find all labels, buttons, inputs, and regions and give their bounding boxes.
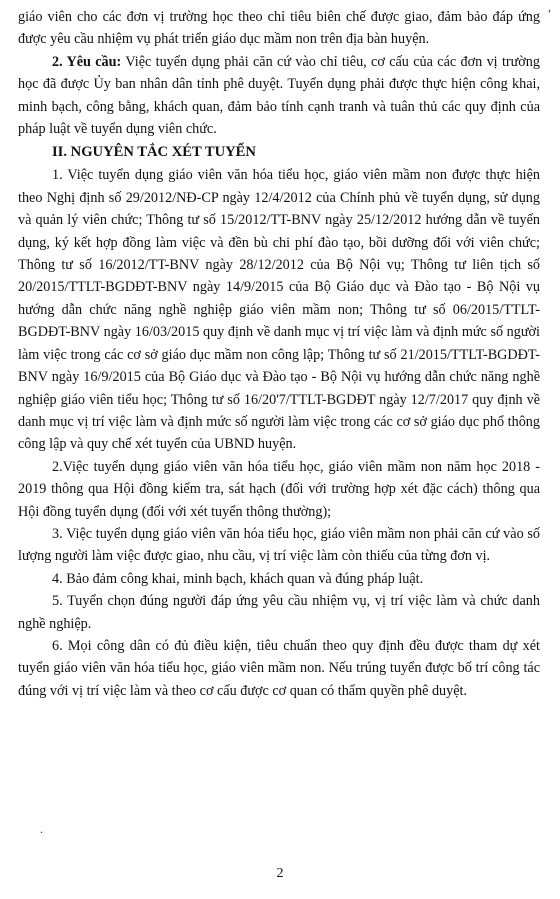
scan-mark: ,	[548, 0, 551, 14]
intro-paragraph: giáo viên cho các đơn vị trường học theo chỉ tiêu biên chế được giao, đảm bảo đáp ứng được yêu cầu nhiệm vụ phát triển giáo dục mầm non trên địa bàn huyện.	[18, 9, 540, 48]
principle-item-2: 2.Việc tuyển dụng giáo viên văn hóa tiểu học, giáo viên mầm non năm học 2018 - 2019 thông qua Hội đồng kiểm tra, sát hạch (đối với trường hợp xét đặc cách) thông qua Hội đồng tuyển dụng (đối với xét tuyển thông thường);	[18, 458, 540, 520]
principle-item-6: 6. Mọi công dân có đủ điều kiện, tiêu chuẩn theo quy định đều được tham dự xét tuyển giáo viên văn hóa tiểu học, giáo viên mầm non. Nếu trúng tuyển được bố trí công tác đúng với vị trí việc làm và theo cơ cấu được cơ quan có thẩm quyền phê duyệt.	[18, 637, 540, 699]
principle-item-5: 5. Tuyển chọn đúng người đáp ứng yêu cầu nhiệm vụ, vị trí việc làm và chức danh nghề nghiệp.	[18, 593, 540, 632]
scan-mark: .	[40, 822, 43, 836]
section-heading: II. NGUYÊN TẮC XÉT TUYỂN	[52, 144, 256, 161]
requirement-label: 2. Yêu cầu:	[52, 53, 122, 70]
page-number: 2	[276, 866, 284, 881]
principle-item-1: 1. Việc tuyển dụng giáo viên văn hóa tiểu học, giáo viên mầm non được thực hiện theo Nghị định số 29/2012/NĐ-CP ngày 12/4/2012 của Chính phủ về tuyển dụng, sử dụng và quản lý viên chức; Thông tư số 15/2012/TT-BNV ngày 25/12/2012 hướng dẫn về tuyển dụng, ký kết hợp đồng làm việc và đền bù chi phí đào tạo, bồi dưỡng đối với viên chức; Thông tư số 16/2012/TT-BNV ngày 28/12/2012 của Bộ Nội vụ; Thông tư liên tịch số 20/2015/TTLT-BGDĐT-BNV ngày 14/9/2015 của Bộ Giáo dục và Đào tạo - Bộ Nội vụ hướng dẫn chức năng nghề nghiệp giáo viên mầm non; Thông tư số 06/2015/TTLT-BGDĐT-BNV ngày 16/03/2015 quy định về danh mục vị trí việc làm và định mức số người làm việc trong các cơ sở giáo dục mầm non công lập; Thông tư số 21/2015/TTLT-BGDĐT-BNV ngày 16/9/2015 của Bộ Giáo dục và Đào tạo - Bộ Nội vụ hướng dẫn chức năng nghề nghiệp giáo viên tiểu học; Thông tư số 16/20'7/TTLT-BGDĐT ngày 12/7/2017 quy định về danh mục vị trí việc làm và định mức số người làm việc trong các cơ sở giáo dục phổ thông công lập và quy chế xét tuyển của UBND huyện.	[18, 167, 540, 453]
principle-item-3: 3. Việc tuyển dụng giáo viên văn hóa tiểu học, giáo viên mầm non phải căn cứ vào số lượng người làm việc được giao, nhu cầu, vị trí việc làm còn thiếu của từng đơn vị.	[18, 525, 540, 565]
requirement-paragraph	[18, 51, 540, 141]
requirement-text: Việc tuyển dụng phải căn cứ vào chỉ tiêu, cơ cấu của các đơn vị trường học đã được Ủy ban nhân dân tỉnh phê duyệt. Tuyển dụng phải được thực hiện công khai, minh bạch, công bằng, khách quan, đảm bảo tính cạnh tranh và tuân thủ các quy định của pháp luật về tuyển dụng viên chức.	[18, 53, 540, 138]
document-body	[18, 6, 540, 702]
principle-item-4: 4. Bảo đảm công khai, minh bạch, khách quan và đúng pháp luật.	[52, 570, 424, 587]
